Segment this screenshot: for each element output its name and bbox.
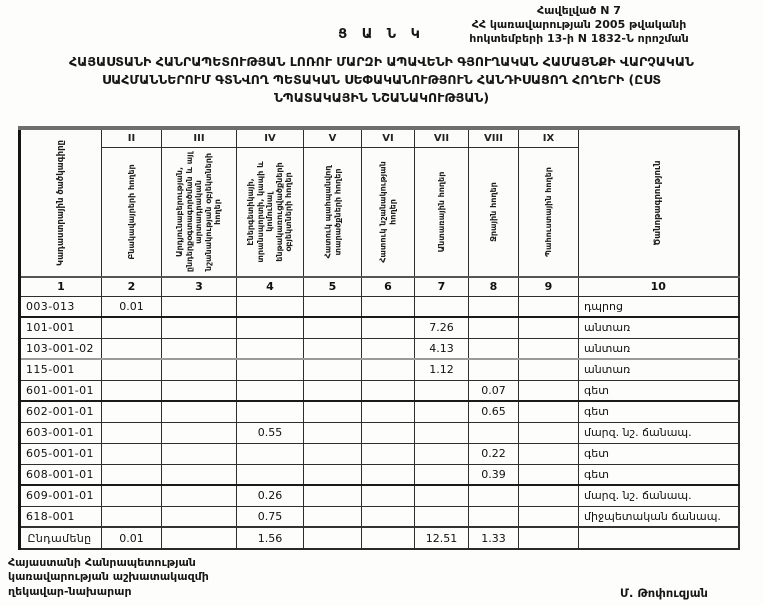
table-row xyxy=(20,485,739,506)
value-cell xyxy=(102,359,162,380)
value-cell xyxy=(304,296,362,317)
value-cell xyxy=(469,485,519,506)
value-cell xyxy=(237,401,304,422)
header-numeral-vii: VII xyxy=(415,128,469,147)
subtitle-line: ՆՊԱՏԱԿԱՅԻՆ ՆՇԱՆԱԿՈՒԹՅԱՆ) xyxy=(273,90,490,106)
total-value-cell: 1.56 xyxy=(237,527,304,549)
value-cell xyxy=(415,443,469,464)
total-value-cell xyxy=(304,527,362,549)
column-index: 6 xyxy=(362,277,415,296)
value-cell xyxy=(304,380,362,401)
header-settlement-lands: Բնակավայրերի հողեր xyxy=(102,147,162,277)
value-cell xyxy=(362,296,415,317)
value-cell xyxy=(304,464,362,485)
header-numeral-ix: IX xyxy=(519,128,579,147)
value-cell xyxy=(304,485,362,506)
value-cell xyxy=(102,401,162,422)
cadastral-code-cell: 608-001-01 xyxy=(20,464,102,485)
note-cell: գետ xyxy=(579,401,739,422)
value-cell: 7.26 xyxy=(415,317,469,338)
table-row xyxy=(20,359,739,380)
column-index: 8 xyxy=(469,277,519,296)
table-row xyxy=(20,296,739,317)
value-cell xyxy=(237,296,304,317)
header-numeral-iii: III xyxy=(162,128,237,147)
header-numeral-vi: VI xyxy=(362,128,415,147)
column-index: 9 xyxy=(519,277,579,296)
value-cell xyxy=(469,338,519,359)
value-cell xyxy=(519,422,579,443)
cadastral-code-cell: 103-001-02 xyxy=(20,338,102,359)
value-cell xyxy=(362,359,415,380)
total-value-cell xyxy=(162,527,237,549)
cadastral-code-cell: 602-001-01 xyxy=(20,401,102,422)
column-index: 1 xyxy=(20,277,102,296)
value-cell xyxy=(415,506,469,527)
value-cell xyxy=(162,380,237,401)
header-numeral-ii: II xyxy=(102,128,162,147)
total-row xyxy=(20,527,739,549)
value-cell: 0.75 xyxy=(237,506,304,527)
land-categories-table xyxy=(18,126,740,550)
value-cell xyxy=(415,380,469,401)
table-row xyxy=(20,338,739,359)
subtitle-line: ՀԱՅԱՍՏԱՆԻ ՀԱՆՐԱՊԵՏՈՒԹՅԱՆ ԼՈՌՈՒ ՄԱՐԶԻ ԱՊԱՎԵՆԻ ԳՅՈՒՂԱԿԱՆ ՀԱՄԱՅՆՔԻ ՎԱՐՉԱԿԱՆ xyxy=(69,54,694,69)
value-cell xyxy=(415,296,469,317)
column-index: 10 xyxy=(579,277,739,296)
note-cell: գետ xyxy=(579,380,739,401)
table-row xyxy=(20,506,739,527)
value-cell xyxy=(362,506,415,527)
value-cell xyxy=(469,506,519,527)
value-cell xyxy=(362,380,415,401)
value-cell xyxy=(519,443,579,464)
annex-line: Հավելված N 7 xyxy=(537,4,621,17)
footer-line: կառավարության աշխատակազմի xyxy=(8,570,209,584)
value-cell xyxy=(519,359,579,380)
value-cell xyxy=(469,317,519,338)
value-cell xyxy=(519,464,579,485)
value-cell xyxy=(362,443,415,464)
value-cell xyxy=(162,485,237,506)
value-cell xyxy=(519,401,579,422)
cadastral-code-cell: 003-013 xyxy=(20,296,102,317)
total-note-cell xyxy=(579,527,739,549)
value-cell xyxy=(102,485,162,506)
value-cell xyxy=(519,380,579,401)
total-value-cell xyxy=(362,527,415,549)
value-cell xyxy=(237,464,304,485)
footer-office xyxy=(8,556,209,599)
value-cell xyxy=(304,317,362,338)
footer-line: ղեկավար-նախարար xyxy=(8,584,132,598)
cadastral-code-cell: 605-001-01 xyxy=(20,443,102,464)
value-cell xyxy=(519,317,579,338)
value-cell xyxy=(162,317,237,338)
footer-line: Հայաստանի Հանրապետության xyxy=(8,556,196,569)
value-cell: 0.01 xyxy=(102,296,162,317)
value-cell: 4.13 xyxy=(415,338,469,359)
value-cell xyxy=(519,338,579,359)
value-cell xyxy=(415,422,469,443)
value-cell xyxy=(102,464,162,485)
header-cadastral-code-label: Կադաստրային ծածկագիրը xyxy=(55,140,66,266)
column-index: 7 xyxy=(415,277,469,296)
table-row xyxy=(20,380,739,401)
page-title: Ց Ա Ն Կ xyxy=(338,27,425,42)
cadastral-code-cell: 609-001-01 xyxy=(20,485,102,506)
table-row xyxy=(20,422,739,443)
value-cell xyxy=(237,443,304,464)
column-index: 3 xyxy=(162,277,237,296)
value-cell xyxy=(162,338,237,359)
cadastral-code-cell: 603-001-01 xyxy=(20,422,102,443)
value-cell xyxy=(102,422,162,443)
total-value-cell: 0.01 xyxy=(102,527,162,549)
table-row xyxy=(20,443,739,464)
value-cell xyxy=(519,485,579,506)
header-water-lands: Ջրային հողեր xyxy=(469,147,519,277)
value-cell xyxy=(162,359,237,380)
value-cell xyxy=(362,338,415,359)
table-row xyxy=(20,317,739,338)
header-energy-transport-lands: Էներգետիկայի, տրանսպորտի, կապի և կոմունալ ենթակառուցվածքների օբյեկտների հողեր xyxy=(237,147,304,277)
column-index: 5 xyxy=(304,277,362,296)
note-cell: գետ xyxy=(579,443,739,464)
value-cell: 1.12 xyxy=(415,359,469,380)
value-cell xyxy=(162,506,237,527)
signature-name: Մ. Թոփուզյան xyxy=(620,586,708,600)
value-cell xyxy=(304,422,362,443)
value-cell xyxy=(102,443,162,464)
value-cell xyxy=(362,317,415,338)
value-cell: 0.07 xyxy=(469,380,519,401)
total-value-cell: 12.51 xyxy=(415,527,469,549)
note-cell: անտառ xyxy=(579,338,739,359)
header-cadastral-code xyxy=(20,128,102,277)
value-cell xyxy=(304,359,362,380)
header-special-purpose-lands: Հատուկ նշանակության հողեր xyxy=(362,147,415,277)
cadastral-code-cell: 618-001 xyxy=(20,506,102,527)
value-cell xyxy=(469,422,519,443)
value-cell xyxy=(237,317,304,338)
value-cell xyxy=(415,464,469,485)
header-note-label: Ծանոթագրություն xyxy=(653,160,664,246)
value-cell xyxy=(162,401,237,422)
value-cell xyxy=(469,359,519,380)
value-cell xyxy=(237,359,304,380)
value-cell xyxy=(162,296,237,317)
note-cell: գետ xyxy=(579,464,739,485)
value-cell xyxy=(102,338,162,359)
table-row xyxy=(20,464,739,485)
value-cell xyxy=(162,464,237,485)
cadastral-code-cell: 101-001 xyxy=(20,317,102,338)
cadastral-code-cell: 601-001-01 xyxy=(20,380,102,401)
header-reserve-lands: Պահուստային հողեր xyxy=(519,147,579,277)
header-protected-areas-lands: Հատուկ պահպանվող տարածքների հողեր xyxy=(304,147,362,277)
annex-line: հոկտեմբերի 13-ի N 1832-Ն որոշման xyxy=(469,31,689,45)
note-cell: դպրոց xyxy=(579,296,739,317)
value-cell xyxy=(304,506,362,527)
value-cell xyxy=(415,485,469,506)
table-row xyxy=(20,401,739,422)
subtitle-line: ՍԱՀՄԱՆՆԵՐՈՒՄ ԳՏՆՎՈՂ ՊԵՏԱԿԱՆ ՍԵՓԱԿԱՆՈՒԹՅՈՒՆ ՀԱՆԴԻՍԱՑՈՂ ՀՈՂԵՐԻ (ԸՍՏ xyxy=(101,72,662,88)
value-cell: 0.39 xyxy=(469,464,519,485)
value-cell xyxy=(304,443,362,464)
value-cell xyxy=(162,443,237,464)
total-value-cell: 1.33 xyxy=(469,527,519,549)
header-industrial-lands: Արդյունաբերության, ընդերքօգտագործման և այլ արտադրական նշանակության օբյեկտների հողեր xyxy=(162,147,237,277)
cadastral-code-cell: 115-001 xyxy=(20,359,102,380)
land-table-wrapper xyxy=(18,126,740,550)
note-cell: մարզ. նշ. ճանապ. xyxy=(579,485,739,506)
value-cell xyxy=(362,401,415,422)
header-numeral-viii: VIII xyxy=(469,128,519,147)
value-cell xyxy=(362,422,415,443)
value-cell xyxy=(362,485,415,506)
value-cell: 0.55 xyxy=(237,422,304,443)
value-cell xyxy=(102,317,162,338)
value-cell xyxy=(415,401,469,422)
value-cell xyxy=(362,464,415,485)
value-cell xyxy=(469,296,519,317)
value-cell xyxy=(304,338,362,359)
note-cell: մարզ. նշ. ճանապ. xyxy=(579,422,739,443)
value-cell xyxy=(237,338,304,359)
value-cell xyxy=(519,506,579,527)
value-cell xyxy=(102,380,162,401)
total-label: Ընդամենը xyxy=(20,527,102,549)
value-cell: 0.22 xyxy=(469,443,519,464)
note-cell: անտառ xyxy=(579,359,739,380)
value-cell: 0.26 xyxy=(237,485,304,506)
value-cell xyxy=(162,422,237,443)
header-note xyxy=(579,128,739,277)
total-value-cell xyxy=(519,527,579,549)
column-index: 4 xyxy=(237,277,304,296)
annex-line: ՀՀ կառավարության 2005 թվականի xyxy=(471,17,687,31)
value-cell: 0.65 xyxy=(469,401,519,422)
header-numeral-iv: IV xyxy=(237,128,304,147)
note-cell: միջպետական ճանապ. xyxy=(579,506,739,527)
header-numeral-row xyxy=(20,128,739,147)
document-subtitle xyxy=(20,53,743,107)
value-cell xyxy=(519,296,579,317)
header-index-row xyxy=(20,277,739,296)
note-cell: անտառ xyxy=(579,317,739,338)
value-cell xyxy=(237,380,304,401)
value-cell xyxy=(304,401,362,422)
value-cell xyxy=(102,506,162,527)
header-forest-lands: Անտառային հողեր xyxy=(415,147,469,277)
column-index: 2 xyxy=(102,277,162,296)
header-numeral-v: V xyxy=(304,128,362,147)
